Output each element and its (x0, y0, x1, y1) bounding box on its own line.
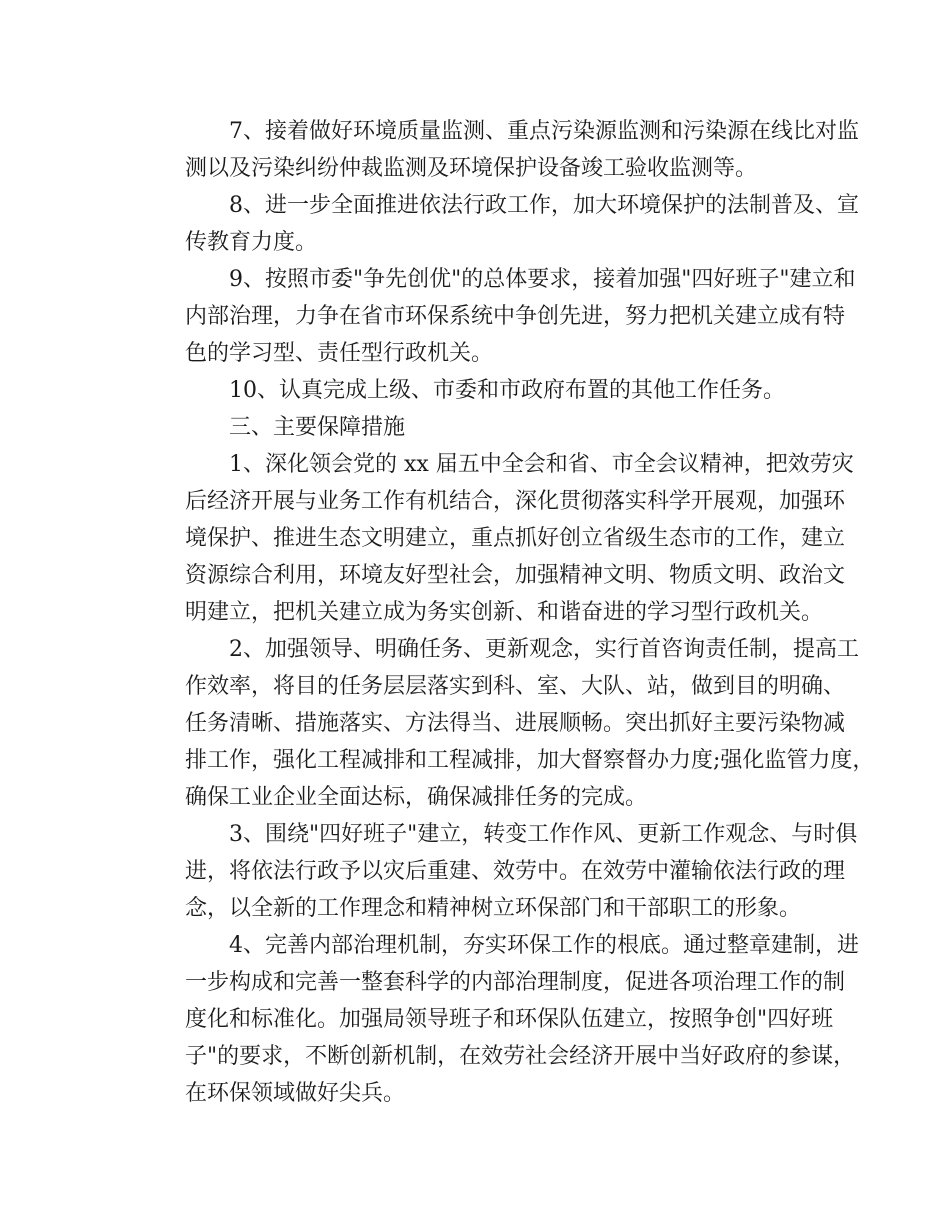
text-line: 念，以全新的工作理念和精神树立环保部门和干部职工的形象。 (185, 896, 802, 921)
paragraph-item-9 (141, 261, 856, 372)
text-line: 一步构成和完善一整套科学的内部治理制度，促进各项治理工作的制 (185, 970, 846, 995)
text-line: 资源综合利用，环境友好型社会，加强精神文明、物质文明、政治文 (185, 563, 846, 588)
text-line: 7、接着做好环境质量监测、重点污染源监测和污染源在线比对监 (229, 119, 859, 144)
text-line: 境保护、推进生态文明建立，重点抓好创立省级生态市的工作，建立 (185, 526, 846, 551)
text-line: 10、认真完成上级、市委和市政府布置的其他工作任务。 (229, 378, 785, 403)
text-line: 任务清晰、措施落实、方法得当、进展顺畅。突出抓好主要污染物减 (185, 711, 846, 736)
text-line: 后经济开展与业务工作有机结合，深化贯彻落实科学开展观，加强环 (185, 489, 846, 514)
paragraph-item-8 (141, 187, 859, 261)
paragraph-item-7 (141, 113, 859, 187)
measure-item-3 (141, 816, 858, 927)
text-line: 排工作，强化工程减排和工程减排，加大督察督办力度;强化监管力度， (185, 748, 875, 773)
document-page (141, 113, 875, 1112)
measure-item-1 (141, 446, 854, 631)
section-heading (141, 409, 821, 446)
text-line: 3、围绕"四好班子"建立，转变工作作风、更新工作观念、与时俱 (229, 822, 858, 847)
paragraph-item-10 (141, 372, 821, 409)
text-line: 作效率，将目的任务层层落实到科、室、大队、站，做到目的明确、 (185, 674, 846, 699)
text-line: 8、进一步全面推进依法行政工作，加大环境保护的法制普及、宣 (229, 193, 859, 218)
measure-item-4 (141, 927, 859, 1112)
text-line: 1、深化领会党的 xx 届五中全会和省、市全会议精神，把效劳灾 (229, 452, 854, 477)
measure-item-2 (141, 631, 875, 816)
text-line: 测以及污染纠纷仲裁监测及环境保护设备竣工验收监测等。 (185, 156, 758, 181)
text-line: 内部治理，力争在省市环保系统中争创先进，努力把机关建立成有特 (185, 304, 846, 329)
section-heading-text: 三、主要保障措施 (229, 415, 406, 440)
text-line: 4、完善内部治理机制，夯实环保工作的根底。通过整章建制，进 (229, 933, 859, 958)
text-line: 子"的要求，不断创新机制，在效劳社会经济开展中当好政府的参谋， (185, 1044, 856, 1069)
text-line: 明建立，把机关建立成为务实创新、和谐奋进的学习型行政机关。 (185, 600, 824, 625)
text-line: 色的学习型、责任型行政机关。 (185, 341, 494, 366)
text-line: 在环保领域做好尖兵。 (185, 1081, 406, 1106)
text-line: 进，将依法行政予以灾后重建、效劳中。在效劳中灌输依法行政的理 (185, 859, 846, 884)
text-line: 度化和标准化。加强局领导班子和环保队伍建立，按照争创"四好班 (185, 1007, 834, 1032)
text-line: 9、按照市委"争先创优"的总体要求，接着加强"四好班子"建立和 (229, 267, 856, 292)
text-line: 传教育力度。 (185, 230, 318, 255)
text-line: 确保工业企业全面达标，确保减排任务的完成。 (185, 785, 648, 810)
text-line: 2、加强领导、明确任务、更新观念，实行首咨询责任制，提高工 (229, 637, 859, 662)
